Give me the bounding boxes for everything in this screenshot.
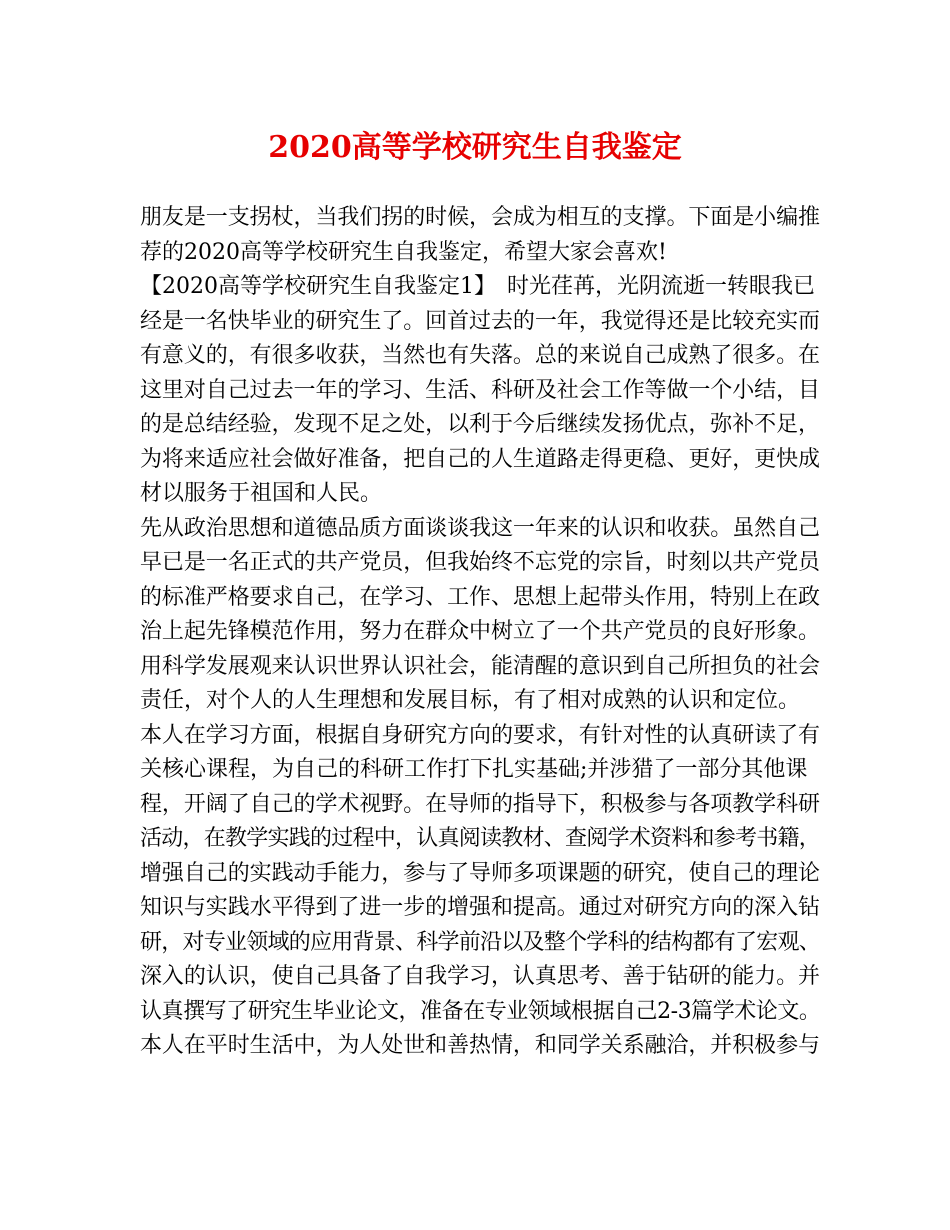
text-line: 先从政治思想和道德品质方面谈谈我这一年来的认识和收获。虽然自己: [140, 515, 820, 541]
text-line: 朋友是一支拐杖，当我们拐的时候，会成为相互的支撑。下面是小编推: [140, 205, 820, 230]
text-line: 活动，在教学实践的过程中，认真阅读教材、查阅学术资料和参考书籍，: [140, 826, 820, 851]
text-line: 深入的认识，使自己具备了自我学习，认真思考、善于钻研的能力。并: [140, 964, 820, 989]
text-line: 经是一名快毕业的研究生了。回首过去的一年，我觉得还是比较充实而: [140, 308, 820, 334]
text-line: 材以服务于祖国和人民。: [140, 481, 383, 506]
text-line: 增强自己的实践动手能力，参与了导师多项课题的研究，使自己的理论: [140, 860, 820, 886]
text-line: 的是总结经验，发现不足之处，以利于今后继续发扬优点，弥补不足，: [140, 412, 820, 437]
text-line: 早已是一名正式的共产党员，但我始终不忘党的宗旨，时刻以共产党员: [140, 550, 820, 575]
text-line: 程，开阔了自己的学术视野。在导师的指导下，积极参与各项教学科研: [140, 791, 820, 817]
document-body: [140, 201, 820, 1064]
document-title: 2020高等学校研究生自我鉴定: [268, 130, 682, 165]
text-line: 为将来适应社会做好准备，把自己的人生道路走得更稳、更好，更快成: [140, 446, 820, 472]
text-line: 的标准严格要求自己，在学习、工作、思想上起带头作用，特别上在政: [140, 584, 820, 610]
text-line: 研，对专业领域的应用背景、科学前沿以及整个学科的结构都有了宏观、: [140, 929, 820, 955]
text-line: 本人在学习方面，根据自身研究方向的要求，有针对性的认真研读了有: [140, 722, 820, 748]
text-line: 认真撰写了研究生毕业论文，准备在专业领域根据自己2-3篇学术论文。: [140, 998, 820, 1024]
text-line: 荐的2020高等学校研究生自我鉴定，希望大家会喜欢!: [140, 239, 667, 265]
text-line: 治上起先锋模范作用，努力在群众中树立了一个共产党员的良好形象。: [140, 619, 820, 644]
text-line: 知识与实践水平得到了进一步的增强和提高。通过对研究方向的深入钻: [140, 895, 820, 920]
text-line: 关核心课程，为自己的科研工作打下扎实基础;并涉猎了一部分其他课: [140, 757, 808, 782]
text-line: 用科学发展观来认识世界认识社会，能清醒的意识到自己所担负的社会: [140, 653, 820, 679]
text-line: 有意义的，有很多收获，当然也有失落。总的来说自己成熟了很多。在: [140, 343, 820, 368]
text-line: 这里对自己过去一年的学习、生活、科研及社会工作等做一个小结，目: [140, 377, 820, 403]
text-line: 【2020高等学校研究生自我鉴定1】 时光荏苒，光阴流逝一转眼我已: [140, 274, 815, 299]
text-line: 责任，对个人的人生理想和发展目标，有了相对成熟的认识和定位。: [140, 688, 801, 713]
text-line: 本人在平时生活中，为人处世和善热情，和同学关系融洽，并积极参与: [140, 1033, 820, 1058]
